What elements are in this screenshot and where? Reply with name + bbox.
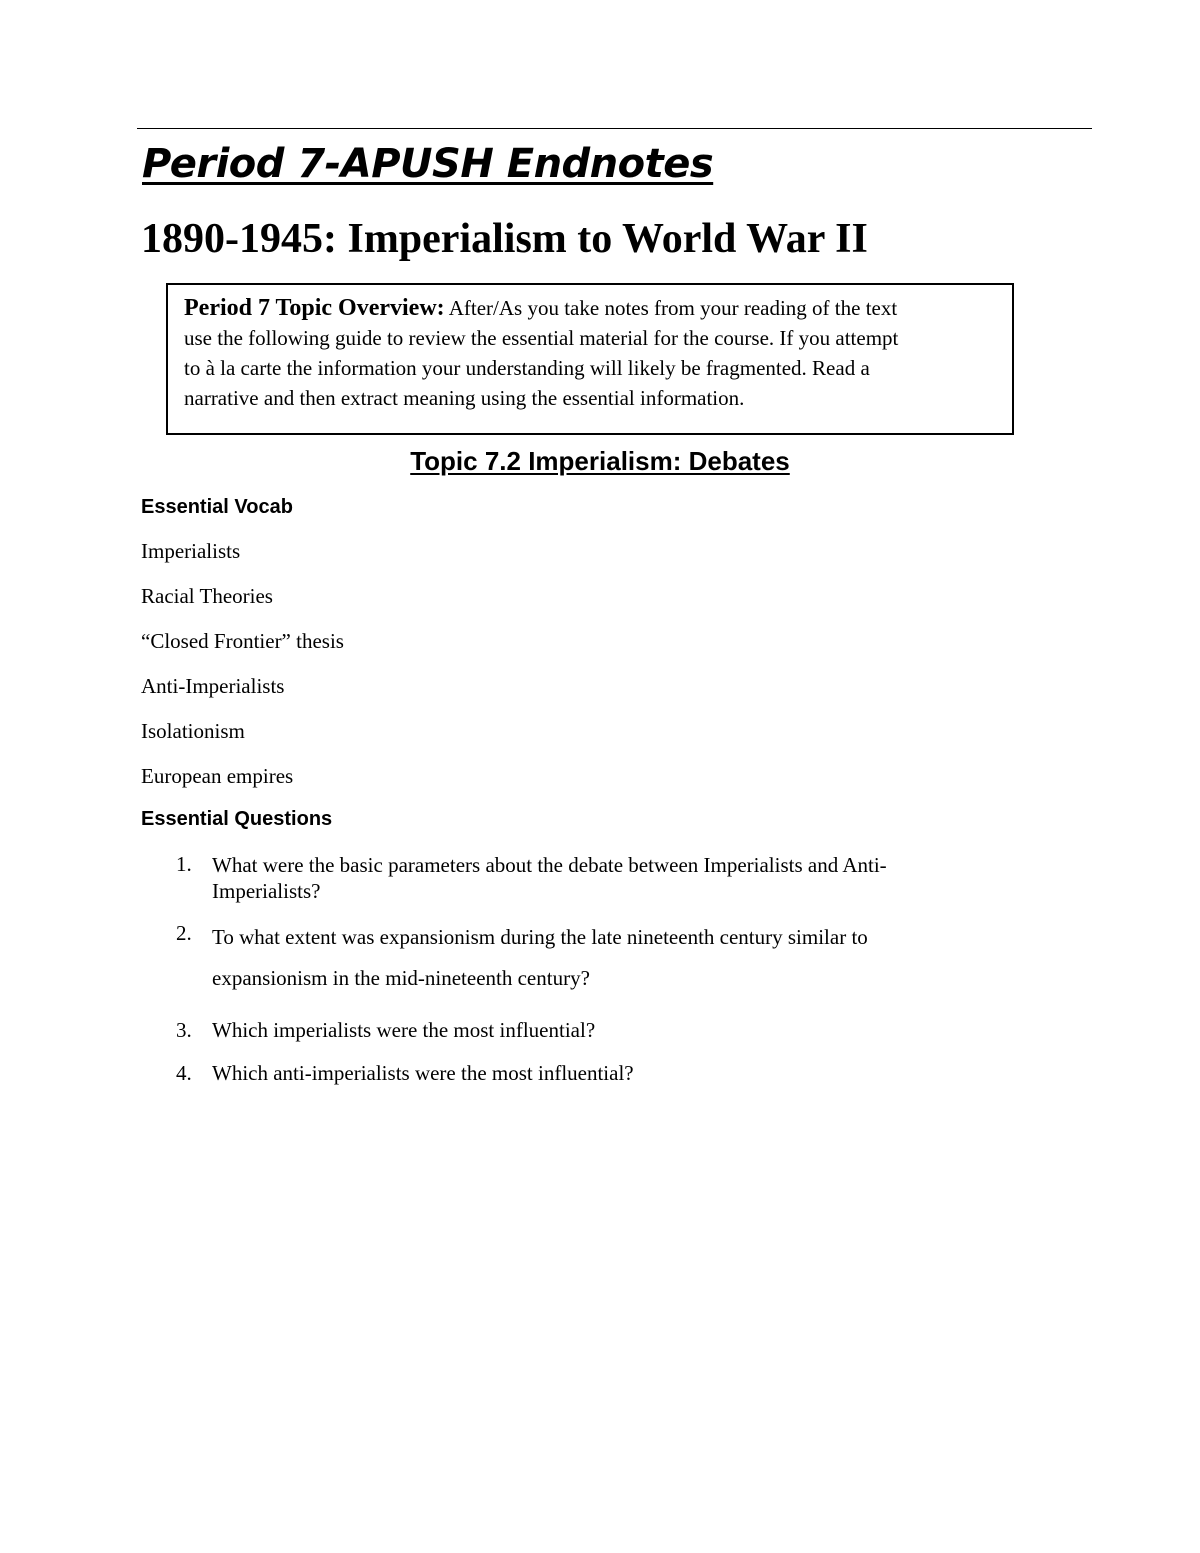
question-number: 3. bbox=[176, 1018, 192, 1042]
essential-vocab-label: Essential Vocab bbox=[141, 496, 293, 518]
top-rule bbox=[137, 128, 1092, 129]
question-number: 4. bbox=[176, 1061, 192, 1085]
topic-overview-box bbox=[166, 283, 1014, 435]
topic-heading: Topic 7.2 Imperialism: Debates bbox=[410, 446, 790, 476]
question-text: Which imperialists were the most influential? bbox=[212, 1018, 596, 1042]
question-text: Which anti-imperialists were the most influential? bbox=[212, 1061, 634, 1085]
overview-label: Period 7 Topic Overview: bbox=[184, 295, 445, 321]
question-text: What were the basic parameters about the debate between Imperialists and Anti- Imperialists? bbox=[212, 853, 887, 903]
document-subtitle: 1890-1945: Imperialism to World War II bbox=[141, 216, 868, 262]
overview-body: After/As you take notes from your reading of the text use the following guide to review the essential material for the course. If you attempt to à la carte the information your understanding will likely be fragmented. Read a narrative and then extract meaning using the essential information. bbox=[184, 296, 899, 410]
question-number: 1. bbox=[176, 852, 192, 876]
vocab-item: Racial Theories bbox=[141, 584, 273, 608]
vocab-item: Anti-Imperialists bbox=[141, 674, 285, 698]
essential-questions-label: Essential Questions bbox=[141, 808, 333, 830]
question-number: 2. bbox=[176, 921, 192, 945]
overview-paragraph bbox=[184, 293, 1006, 413]
document-title: Period 7-APUSH Endnotes bbox=[142, 141, 714, 187]
vocab-item: Imperialists bbox=[141, 539, 241, 563]
vocab-item: Isolationism bbox=[141, 719, 245, 743]
question-text: To what extent was expansionism during the late nineteenth century similar to expansionism in the mid-nineteenth century? bbox=[212, 925, 868, 990]
vocab-item: European empires bbox=[141, 764, 294, 788]
vocab-item: “Closed Frontier” thesis bbox=[141, 629, 344, 653]
